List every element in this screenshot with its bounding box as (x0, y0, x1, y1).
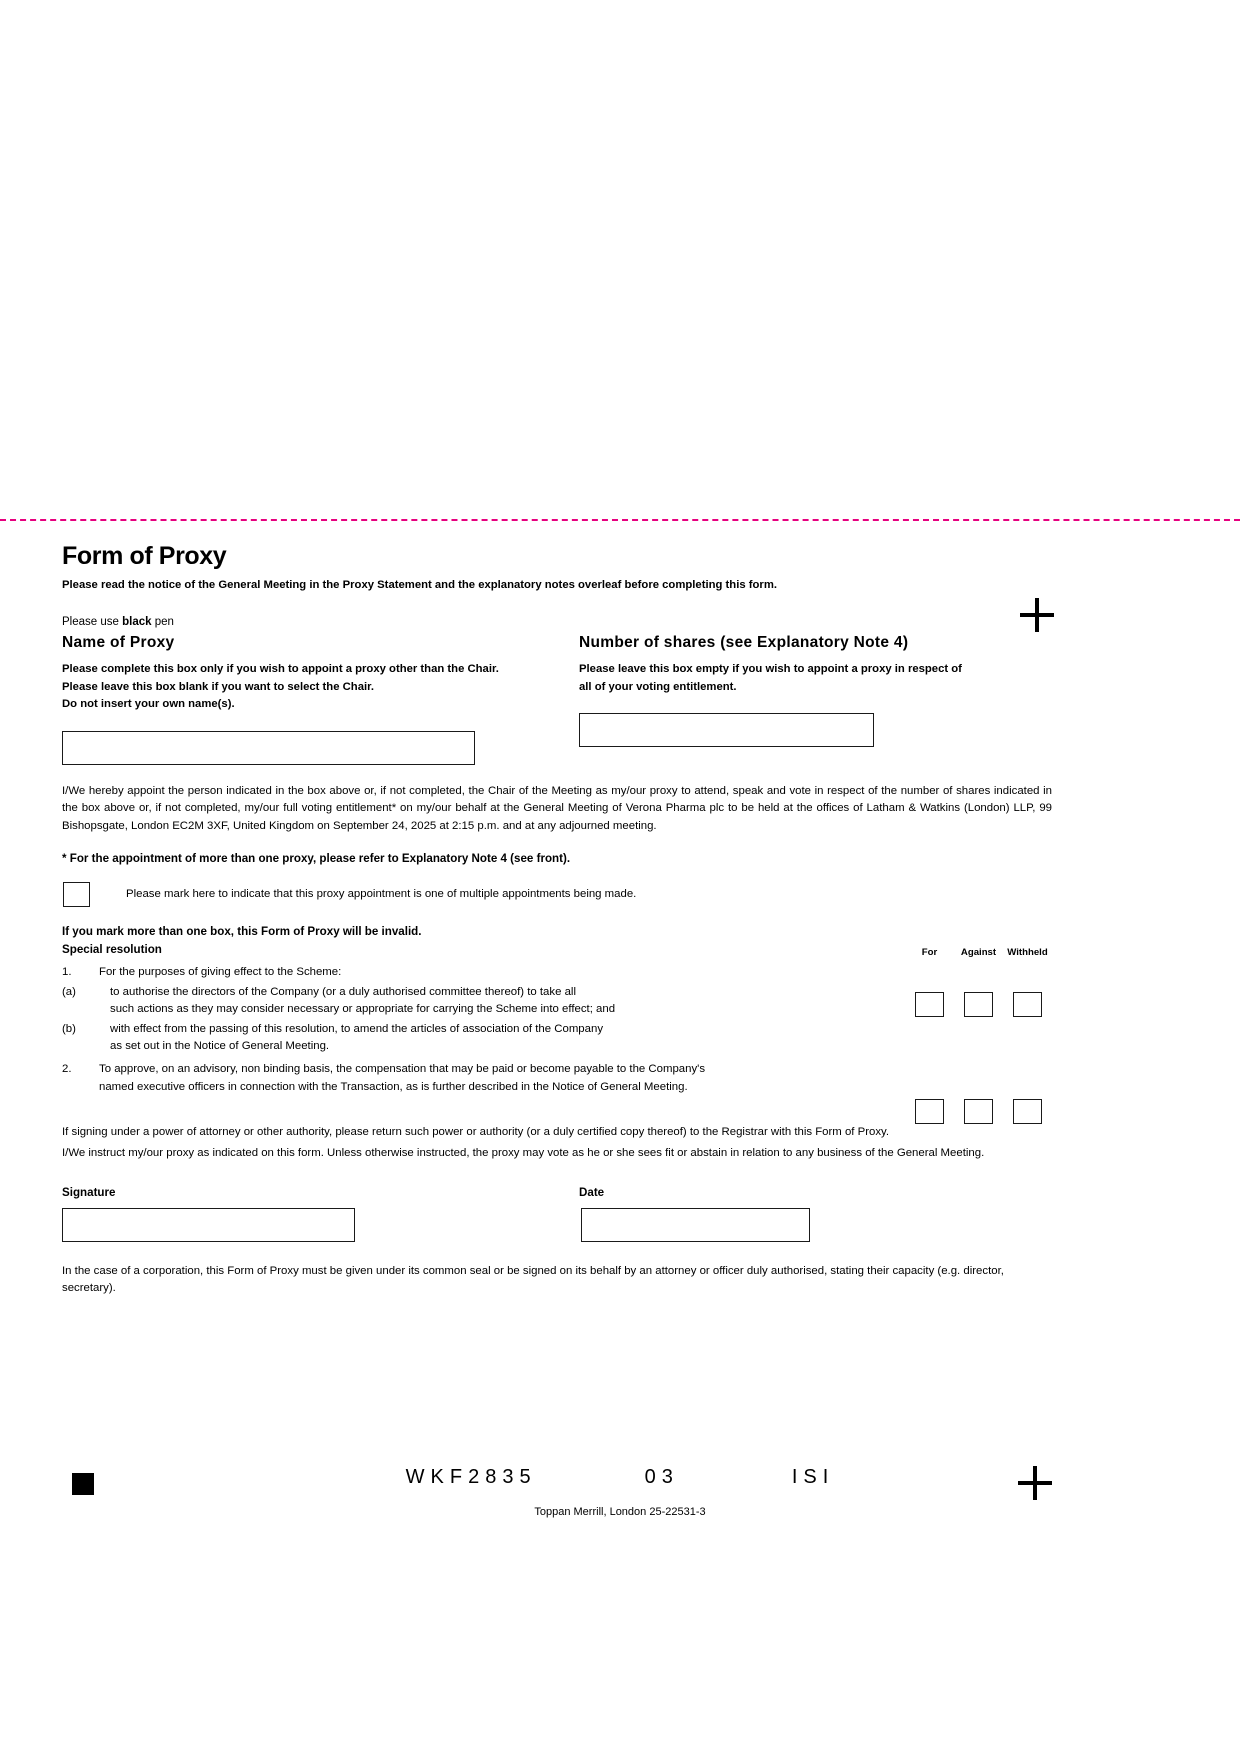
resolution-1a-label: (a) (62, 985, 76, 998)
special-resolution-heading: Special resolution (62, 942, 162, 956)
pen-instruction-emphasis: black (122, 616, 152, 629)
invalid-warning: If you mark more than one box, this Form of Proxy will be invalid. (62, 924, 422, 938)
signature-headings (62, 1186, 1052, 1199)
appointment-paragraph: I/We hereby appoint the person indicated in the box above or, if not completed, the Chair of the Meeting as my/our proxy to attend, speak and vote in respect of the number of shares indicated in the box above or, if not completed, my/our full voting entitlement* on my/our behalf at the General Meeting of Verona Pharma plc to be held at the offices of Latham & Watkins (London) LLP, 99 Bishopsgate, London EC2M 3XF, United Kingdom on September 24, 2025 at 2:15 p.m. and at any adjourned meeting. (62, 784, 1052, 832)
vote-column-headers (905, 947, 1052, 958)
footer-job-code: WKF2835 (405, 1466, 537, 1488)
resolution-2-vote-group (905, 1099, 1052, 1124)
power-of-attorney-note: If signing under a power of attorney or other authority, please return such power or authority (or a duly certified copy thereof) to the Registrar with this Form of Proxy. (62, 1125, 890, 1138)
signature-fields (62, 1208, 1052, 1242)
multiple-appointments-checkbox[interactable] (63, 882, 90, 907)
footer-page-code: 03 (644, 1466, 679, 1488)
closing-paragraphs (62, 1124, 1052, 1163)
signature-input[interactable] (62, 1208, 355, 1242)
resolution-1b-label: (b) (62, 1023, 76, 1036)
multiple-appointments-row (62, 882, 1052, 907)
resolution-2-line-2: named executive officers in connection with the Transaction, as is further described in the Notice of General Meeting. (99, 1080, 688, 1093)
resolution-1-against-cell (954, 992, 1003, 1017)
header-columns (62, 634, 1052, 765)
vote-header-for: For (921, 946, 938, 958)
number-of-shares-input[interactable] (579, 713, 874, 747)
resolution-1-for-checkbox[interactable] (915, 992, 944, 1017)
resolution-1-number: 1. (62, 965, 72, 978)
perforation-tear-line (0, 519, 1240, 521)
resolution-1-withheld-checkbox[interactable] (1013, 992, 1042, 1017)
resolution-1b-line-1: with effect from the passing of this resolution, to amend the articles of association of the Company (110, 1023, 604, 1036)
resolution-1a-line-2: such actions as they may consider necessary or appropriate for carrying the Scheme into effect; and (110, 1003, 616, 1016)
proxy-name-note-line-1: Please complete this box only if you wish to appoint a proxy other than the Chair. (62, 663, 499, 676)
proxy-instruction-note: I/We instruct my/our proxy as indicated on this form. Unless otherwise instructed, the proxy may vote as he or she sees fit or abstain in relation to any business of the General Meeting. (62, 1147, 985, 1160)
pen-instruction-prefix: Please use (62, 616, 123, 629)
number-of-shares-column (579, 634, 1052, 765)
proxy-name-input[interactable] (62, 731, 475, 765)
form-of-proxy-body (62, 543, 1052, 1297)
pen-instruction-suffix: pen (151, 616, 174, 629)
number-of-shares-note-line-1: Please leave this box empty if you wish to appoint a proxy in respect of (579, 663, 962, 676)
appointment-footnote: * For the appointment of more than one proxy, please refer to Explanatory Note 4 (see front). (62, 851, 571, 865)
vote-header-against: Against (960, 946, 997, 958)
proxy-name-notes (62, 661, 579, 714)
pen-instruction (62, 616, 1052, 628)
resolution-1-withheld-cell (1003, 992, 1052, 1017)
number-of-shares-heading: Number of shares (see Explanatory Note 4) (579, 634, 909, 652)
resolution-2-withheld-cell (1003, 1099, 1052, 1124)
number-of-shares-notes (579, 661, 1052, 696)
resolution-1-vote-group (905, 992, 1052, 1017)
resolution-2-for-checkbox[interactable] (915, 1099, 944, 1124)
resolution-2-for-cell (905, 1099, 954, 1124)
resolution-2-line-1: To approve, on an advisory, non binding basis, the compensation that may be paid or become payable to the Company's (99, 1063, 706, 1076)
signature-spacer (355, 1208, 581, 1242)
corporation-note: In the case of a corporation, this Form of Proxy must be given under its common seal or be signed on its behalf by an attorney or officer duly authorised, stating their capacity (e.g. director, secretary). (62, 1264, 1004, 1295)
resolution-1-for-cell (905, 992, 954, 1017)
proxy-name-note-line-2: Please leave this box blank if you want to select the Chair. (62, 680, 375, 693)
resolution-1b-line-2: as set out in the Notice of General Meeting. (110, 1040, 330, 1053)
form-subtitle: Please read the notice of the General Meeting in the Proxy Statement and the explanatory notes overleaf before completing this form. (62, 579, 778, 592)
signature-label: Signature (62, 1185, 116, 1199)
resolution-2-against-checkbox[interactable] (964, 1099, 993, 1124)
resolution-2-text (99, 1061, 1052, 1095)
date-input[interactable] (581, 1208, 810, 1242)
resolution-1-against-checkbox[interactable] (964, 992, 993, 1017)
date-label: Date (579, 1185, 605, 1199)
footer-codes (0, 1466, 1240, 1489)
resolution-1b-row (62, 1021, 1052, 1055)
number-of-shares-note-line-2: all of your voting entitlement. (579, 680, 737, 693)
resolution-2-number: 2. (62, 1063, 72, 1076)
vote-header-withheld: Withheld (1007, 946, 1048, 958)
proxy-name-note-line-3: Do not insert your own name(s). (62, 698, 235, 711)
printer-imprint: Toppan Merrill, London 25-22531-3 (534, 1506, 706, 1518)
resolution-2-against-cell (954, 1099, 1003, 1124)
footer-isi-code: ISI (791, 1466, 835, 1488)
resolution-row-1 (62, 964, 1052, 981)
resolution-1-text: For the purposes of giving effect to the Scheme: (99, 965, 342, 978)
resolution-row-2 (62, 1061, 1052, 1095)
proxy-name-heading: Name of Proxy (62, 634, 175, 652)
resolution-1a-line-1: to authorise the directors of the Company (or a duly authorised committee thereof) to take all (110, 985, 576, 998)
resolution-2-withheld-checkbox[interactable] (1013, 1099, 1042, 1124)
resolution-1b-text (110, 1021, 1052, 1055)
multiple-appointments-label: Please mark here to indicate that this proxy appointment is one of multiple appointments being made. (126, 888, 637, 901)
proxy-name-column (62, 634, 579, 765)
resolution-1a-row (62, 984, 1052, 1018)
page-title: Form of Proxy (62, 542, 227, 570)
